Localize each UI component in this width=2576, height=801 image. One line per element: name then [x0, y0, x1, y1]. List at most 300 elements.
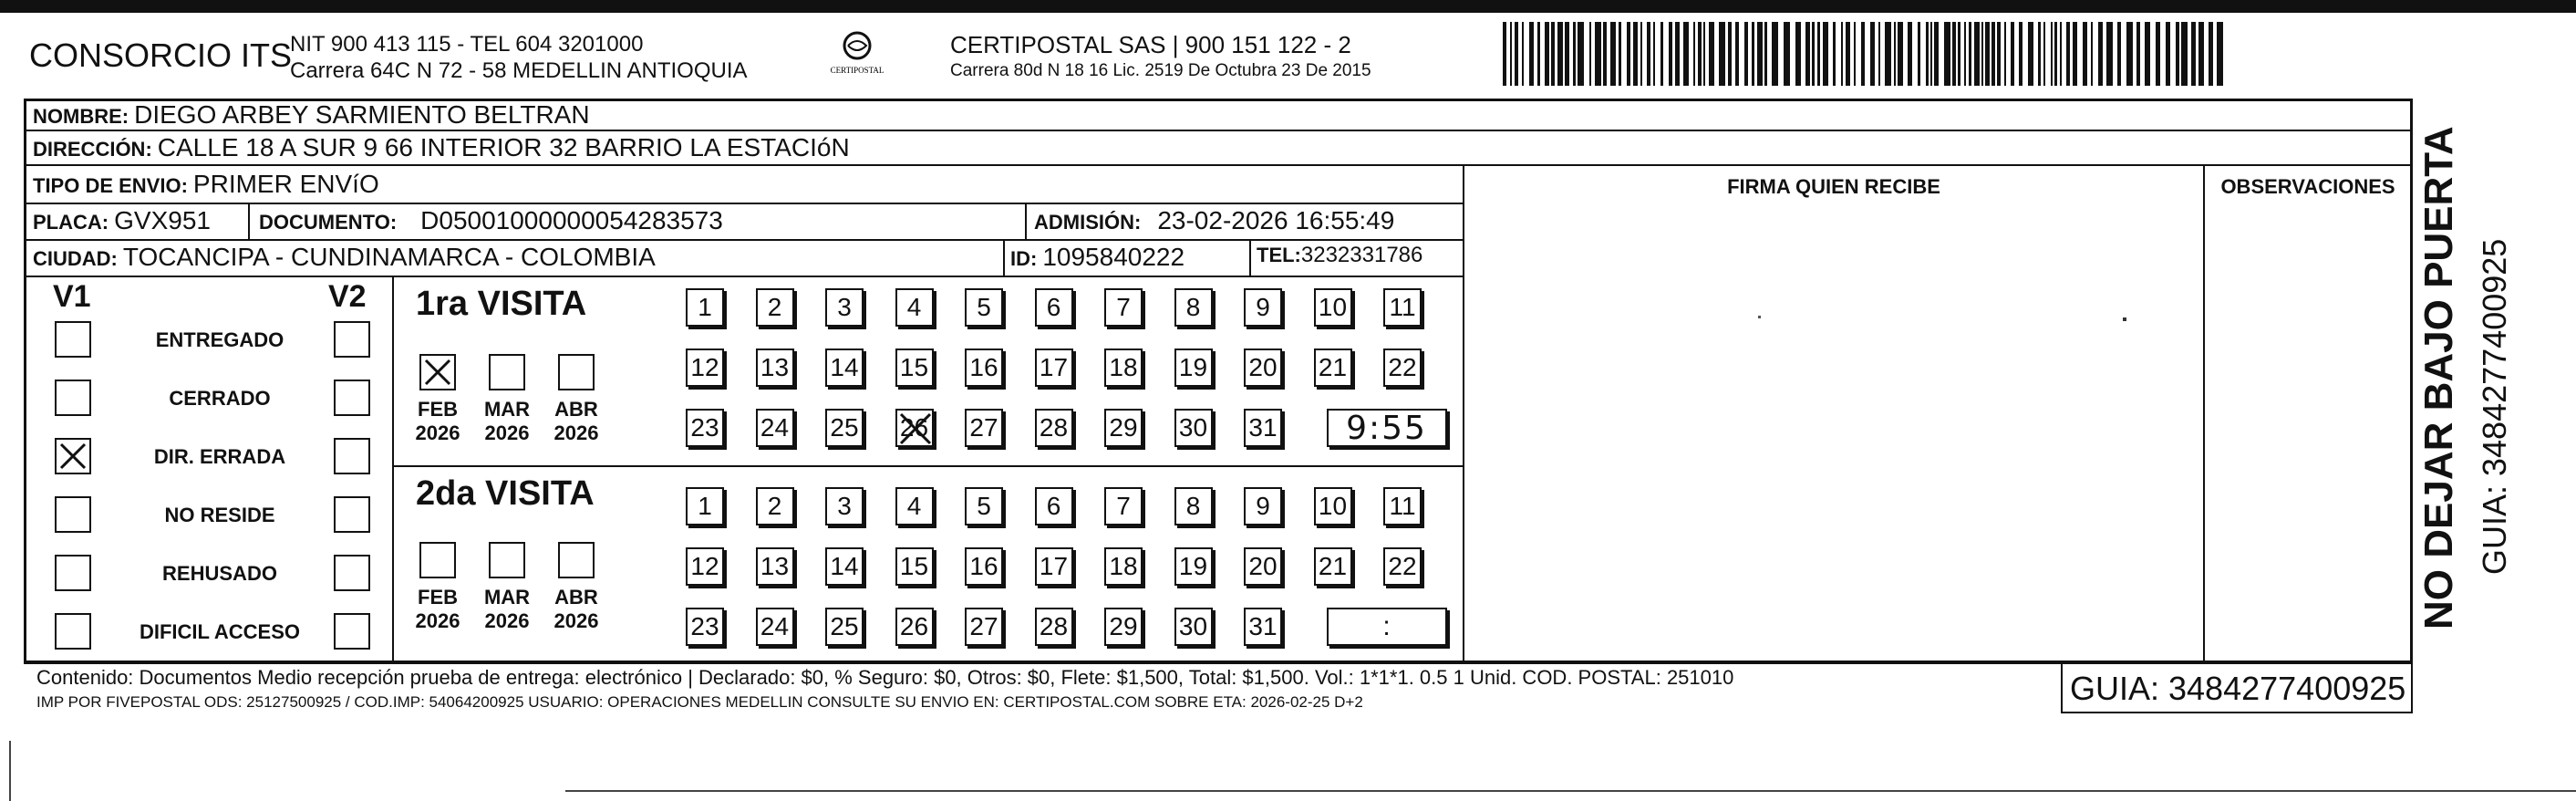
company-address: Carrera 64C N 72 - 58 MEDELLIN ANTIOQUIA — [290, 58, 748, 83]
firma-heading: FIRMA QUIEN RECIBE — [1727, 175, 1940, 198]
v2-checkbox[interactable] — [334, 380, 370, 416]
certipostal-address: Carrera 80d N 18 16 Lic. 2519 De Octubra 23 De 2015 — [950, 61, 1371, 80]
barcode-bar — [1703, 22, 1705, 86]
barcode-bar — [1515, 22, 1518, 86]
barcode-bar — [1764, 22, 1767, 86]
side-guia: GUIA: 3484277400925 — [2476, 238, 2513, 575]
barcode-bar — [1964, 22, 1966, 86]
barcode-bar — [1735, 22, 1739, 86]
v2-checkbox[interactable] — [334, 555, 370, 591]
day-number: 28 — [1039, 413, 1069, 442]
day-number: 7 — [1116, 492, 1131, 520]
ciudad-row — [33, 243, 656, 272]
status-label: DIR. ERRADA — [153, 445, 286, 468]
day-number: 1 — [698, 492, 712, 520]
nit-line: NIT 900 413 115 - TEL 604 3201000 — [290, 32, 644, 57]
barcode-bar — [1918, 22, 1920, 86]
rule — [24, 239, 1464, 241]
barcode-bar — [1833, 22, 1836, 86]
month-label — [410, 398, 465, 445]
tipo-label: TIPO DE ENVIO: — [33, 174, 188, 197]
day-box[interactable] — [1104, 547, 1143, 586]
day-number: 19 — [1178, 552, 1208, 580]
day-box[interactable] — [825, 547, 864, 586]
day-box[interactable] — [1244, 608, 1282, 646]
documento-label: DOCUMENTO: — [259, 211, 398, 234]
barcode-bar — [1854, 22, 1856, 86]
barcode-bar — [1772, 22, 1778, 86]
day-number: 28 — [1039, 612, 1069, 640]
day-box[interactable] — [686, 348, 724, 387]
certipostal-line: CERTIPOSTAL SAS | 900 151 122 - 2 — [950, 31, 1351, 58]
rule — [24, 130, 2413, 131]
barcode-bar — [1619, 22, 1621, 86]
day-number: 29 — [1109, 413, 1138, 442]
day-box[interactable] — [756, 409, 794, 447]
barcode-bar — [1510, 22, 1512, 86]
company-name: CONSORCIO ITS — [29, 36, 293, 74]
day-box[interactable] — [1174, 288, 1213, 327]
id-label: ID: — [1010, 247, 1038, 270]
month-year: 2026 — [415, 609, 460, 632]
barcode-bar — [1610, 22, 1616, 86]
day-number: 27 — [969, 612, 998, 640]
barcode-bar — [1908, 22, 1912, 86]
day-number: 8 — [1185, 492, 1201, 520]
barcode-bar — [2066, 22, 2070, 86]
barcode-bar — [1640, 22, 1642, 86]
day-box[interactable] — [965, 487, 1003, 525]
barcode-bar — [1985, 22, 1990, 86]
rule — [392, 276, 394, 662]
barcode-bar — [1675, 22, 1680, 86]
day-box[interactable] — [825, 288, 864, 327]
company-info — [290, 31, 748, 84]
footer-content-line: Contenido: Documentos Medio recepción prueba de entrega: electrónico | Declarado: $0, % Seguro: $0, Otros: $0, Flete: $1,500, Total: $1,500. Vol.: 1*1*1. 0.5 1 Unid. COD. POSTAL: 251010 — [36, 666, 1734, 689]
day-number: 23 — [690, 413, 719, 442]
barcode-bar — [1529, 22, 1534, 86]
direccion-value: CALLE 18 A SUR 9 66 INTERIOR 32 BARRIO LA ESTACIóN — [157, 133, 850, 161]
placa-row — [33, 206, 211, 235]
barcode-bar — [2156, 22, 2160, 86]
day-number: 26 — [899, 413, 929, 442]
barcode-bar — [1823, 22, 1828, 86]
day-number: 3 — [837, 293, 852, 321]
barcode-bar — [1894, 22, 1896, 86]
visit1-title: 1ra VISITA — [416, 285, 587, 323]
barcode-bar — [1878, 22, 1880, 86]
day-box[interactable] — [756, 608, 794, 646]
day-box[interactable] — [1314, 547, 1352, 586]
v1-checkbox[interactable] — [55, 496, 91, 533]
barcode-bar — [2126, 22, 2133, 86]
day-number: 11 — [1389, 492, 1416, 520]
month-year: 2026 — [484, 421, 530, 444]
rule — [1003, 239, 1005, 277]
day-number: 23 — [690, 612, 719, 640]
day-box[interactable] — [686, 409, 724, 447]
barcode-bar — [2011, 22, 2014, 86]
barcode-bar — [2176, 22, 2179, 86]
direccion-row — [33, 133, 850, 162]
day-number: 24 — [760, 612, 790, 640]
time-value: : — [1382, 611, 1391, 641]
barcode-bar — [2191, 22, 2196, 86]
day-box[interactable] — [1174, 409, 1213, 447]
v1-heading: V1 — [53, 279, 91, 314]
day-number: 30 — [1178, 612, 1208, 640]
month-name: MAR — [483, 398, 531, 421]
day-box[interactable] — [1035, 288, 1073, 327]
day-number: 12 — [690, 353, 719, 381]
month-name: ABR — [554, 398, 598, 421]
barcode-bar — [1944, 22, 1950, 86]
day-number: 11 — [1389, 293, 1416, 321]
id-row — [1010, 243, 1185, 272]
day-box[interactable] — [1314, 288, 1352, 327]
barcode-bar — [1653, 22, 1655, 86]
day-box[interactable] — [686, 608, 724, 646]
observaciones-heading: OBSERVACIONES — [2220, 175, 2395, 198]
day-box[interactable] — [825, 487, 864, 525]
ciudad-value: TOCANCIPA - CUNDINAMARCA - COLOMBIA — [122, 243, 656, 271]
top-border — [0, 0, 2576, 13]
month-checkbox[interactable] — [558, 542, 595, 578]
tel-row — [1257, 243, 1422, 268]
barcode — [1503, 22, 2229, 86]
admision-row — [1034, 206, 1394, 235]
month-label — [410, 586, 465, 633]
admision-label: ADMISIÓN: — [1034, 211, 1142, 234]
v1-checkbox[interactable] — [55, 321, 91, 358]
day-box[interactable] — [965, 288, 1003, 327]
day-box[interactable] — [895, 608, 934, 646]
id-value: 1095840222 — [1042, 243, 1185, 271]
barcode-bar — [1719, 22, 1725, 86]
day-box[interactable] — [1035, 409, 1073, 447]
barcode-bar — [1633, 22, 1638, 86]
day-number: 21 — [1318, 552, 1348, 580]
day-number: 19 — [1178, 353, 1208, 381]
day-box[interactable] — [1244, 348, 1282, 387]
day-box[interactable] — [756, 487, 794, 525]
certipostal-logo-icon — [830, 27, 885, 82]
barcode-bar — [1930, 22, 1932, 86]
barcode-bar — [1537, 22, 1540, 86]
day-box[interactable] — [1244, 547, 1282, 586]
time-field[interactable] — [1327, 608, 1447, 646]
month-name: MAR — [483, 586, 531, 609]
month-name: FEB — [418, 398, 458, 421]
barcode-bar — [1647, 22, 1650, 86]
rule — [1463, 164, 1464, 662]
day-box[interactable] — [1383, 288, 1422, 327]
barcode-bar — [1589, 22, 1591, 86]
day-number: 25 — [830, 413, 859, 442]
documento-value: D05001000000054283573 — [420, 206, 723, 234]
day-box[interactable] — [1174, 608, 1213, 646]
day-box[interactable] — [1383, 547, 1422, 586]
tel-label: TEL: — [1257, 244, 1301, 266]
month-checkbox[interactable] — [419, 354, 456, 390]
day-number: 9 — [1256, 492, 1270, 520]
barcode-bar — [1545, 22, 1549, 86]
day-box[interactable] — [1035, 608, 1073, 646]
rule — [1249, 239, 1251, 277]
time-field[interactable] — [1327, 409, 1447, 447]
month-checkbox[interactable] — [419, 542, 456, 578]
barcode-bar — [1991, 22, 1995, 86]
day-number: 8 — [1185, 293, 1201, 321]
barcode-bar — [1981, 22, 1983, 86]
nombre-label: NOMBRE: — [33, 105, 129, 128]
barcode-bar — [1805, 22, 1810, 86]
month-year: 2026 — [553, 609, 599, 632]
v2-checkbox[interactable] — [334, 321, 370, 358]
v2-checkbox[interactable] — [334, 613, 370, 650]
barcode-bar — [2004, 22, 2006, 86]
day-number: 2 — [767, 293, 782, 321]
day-number: 17 — [1039, 353, 1069, 381]
status-label: ENTREGADO — [155, 328, 284, 351]
placa-label: PLACA: — [33, 211, 109, 234]
day-box[interactable] — [1383, 348, 1422, 387]
rule — [392, 465, 1464, 467]
barcode-bar — [2198, 22, 2204, 86]
day-box[interactable] — [965, 547, 1003, 586]
day-number: 24 — [760, 413, 790, 442]
time-value: 9:55 — [1346, 409, 1427, 447]
tel-value: 3232331786 — [1300, 243, 1423, 267]
day-box[interactable] — [1035, 348, 1073, 387]
barcode-bar — [1683, 22, 1689, 86]
day-number: 16 — [969, 353, 998, 381]
day-number: 20 — [1248, 353, 1278, 381]
day-box[interactable] — [1104, 608, 1143, 646]
barcode-bar — [1578, 22, 1584, 86]
day-box[interactable] — [1035, 487, 1073, 525]
barcode-bar — [1557, 22, 1563, 86]
day-box[interactable] — [686, 547, 724, 586]
barcode-bar — [2136, 22, 2140, 86]
month-name: FEB — [418, 586, 458, 609]
month-year: 2026 — [553, 421, 599, 444]
day-box[interactable] — [1244, 288, 1282, 327]
day-box[interactable] — [825, 608, 864, 646]
rule — [24, 661, 2413, 662]
barcode-bar — [1573, 22, 1576, 86]
barcode-bar — [1926, 22, 1929, 86]
rule — [2411, 661, 2413, 712]
side-notice: NO DEJAR BAJO PUERTA — [2416, 126, 2461, 629]
day-number: 31 — [1248, 612, 1278, 640]
tipo-row — [33, 170, 379, 199]
day-box[interactable] — [756, 288, 794, 327]
day-number: 9 — [1256, 293, 1270, 321]
month-checkbox[interactable] — [489, 354, 525, 390]
day-box[interactable] — [686, 288, 724, 327]
x-mark-icon — [421, 356, 454, 389]
day-number: 14 — [830, 552, 859, 580]
day-box[interactable] — [1104, 487, 1143, 525]
day-box[interactable] — [1314, 348, 1352, 387]
barcode-bar — [1841, 22, 1843, 86]
day-number: 22 — [1388, 552, 1417, 580]
month-label — [549, 398, 604, 445]
page-edge — [9, 741, 11, 801]
day-number: 13 — [760, 552, 790, 580]
pen-dot — [1758, 316, 1761, 318]
barcode-bar — [1522, 22, 1524, 86]
v2-checkbox[interactable] — [334, 496, 370, 533]
day-number: 15 — [899, 552, 929, 580]
month-label — [549, 586, 604, 633]
day-box[interactable] — [1174, 487, 1213, 525]
day-number: 10 — [1318, 293, 1348, 321]
day-number: 14 — [830, 353, 859, 381]
month-checkbox[interactable] — [489, 542, 525, 578]
day-box[interactable] — [1314, 487, 1352, 525]
month-year: 2026 — [484, 609, 530, 632]
day-box[interactable] — [1104, 288, 1143, 327]
barcode-bar — [1752, 22, 1754, 86]
day-box[interactable] — [895, 348, 934, 387]
barcode-bar — [1795, 22, 1801, 86]
placa-value: GVX951 — [114, 206, 211, 234]
ciudad-label: CIUDAD: — [33, 247, 118, 270]
barcode-bar — [1669, 22, 1672, 86]
day-number: 12 — [690, 552, 719, 580]
rule — [24, 164, 2413, 166]
day-number: 15 — [899, 353, 929, 381]
barcode-bar — [1952, 22, 1956, 86]
day-box[interactable] — [1104, 409, 1143, 447]
barcode-bar — [1728, 22, 1732, 86]
day-number: 20 — [1248, 552, 1278, 580]
day-box[interactable] — [1383, 487, 1422, 525]
x-mark-icon — [57, 440, 89, 473]
v2-checkbox[interactable] — [334, 438, 370, 474]
month-label — [480, 398, 534, 445]
day-number: 17 — [1039, 552, 1069, 580]
barcode-bar — [1693, 22, 1695, 86]
barcode-bar — [1757, 22, 1763, 86]
day-number: 3 — [837, 492, 852, 520]
barcode-bar — [1698, 22, 1702, 86]
barcode-bar — [2098, 22, 2103, 86]
day-number: 25 — [830, 612, 859, 640]
month-name: ABR — [554, 586, 598, 609]
barcode-bar — [2051, 22, 2053, 86]
barcode-bar — [2043, 22, 2045, 86]
barcode-bar — [1885, 22, 1891, 86]
footer-print-line: IMP POR FIVEPOSTAL ODS: 25127500925 / COD.IMP: 54064200925 USUARIO: OPERACIONES MEDELLIN CONSULTE SU ENVIO EN: CERTIPOSTAL.COM SOBRE ETA: 2026-02-25 D+2 — [36, 693, 1363, 711]
v1-checkbox[interactable] — [55, 555, 91, 591]
v1-checkbox[interactable] — [55, 613, 91, 650]
day-number: 16 — [969, 552, 998, 580]
rule — [2061, 712, 2413, 713]
day-box[interactable] — [825, 409, 864, 447]
barcode-bar — [2083, 22, 2087, 86]
barcode-bar — [1812, 22, 1815, 86]
status-label: CERRADO — [169, 387, 271, 410]
day-box[interactable] — [825, 348, 864, 387]
barcode-bar — [1974, 22, 1980, 86]
v1-checkbox[interactable] — [55, 438, 91, 474]
barcode-bar — [1969, 22, 1971, 86]
day-box[interactable] — [895, 288, 934, 327]
v1-checkbox[interactable] — [55, 380, 91, 416]
day-box[interactable] — [965, 608, 1003, 646]
day-number: 5 — [977, 492, 991, 520]
barcode-bar — [1709, 22, 1714, 86]
barcode-bar — [2060, 22, 2062, 86]
month-checkbox[interactable] — [558, 354, 595, 390]
day-box[interactable] — [965, 348, 1003, 387]
status-label: REHUSADO — [162, 562, 277, 585]
day-number: 4 — [906, 293, 922, 321]
day-number: 5 — [977, 293, 991, 321]
day-box[interactable] — [686, 487, 724, 525]
x-mark-icon — [897, 411, 934, 447]
barcode-bar — [2054, 22, 2057, 86]
nombre-value: DIEGO ARBEY SARMIENTO BELTRAN — [134, 100, 590, 129]
status-label: DIFICIL ACCESO — [139, 620, 300, 643]
footer-guia: GUIA: 3484277400925 — [2070, 670, 2406, 707]
barcode-bar — [2038, 22, 2041, 86]
barcode-bar — [1565, 22, 1569, 86]
day-box[interactable] — [895, 547, 934, 586]
day-box[interactable] — [1174, 547, 1213, 586]
barcode-bar — [2181, 22, 2188, 86]
barcode-bar — [1660, 22, 1663, 86]
documento-row — [259, 206, 723, 235]
day-number: 13 — [760, 353, 790, 381]
day-number: 22 — [1388, 353, 1417, 381]
barcode-bar — [1627, 22, 1630, 86]
day-box[interactable] — [895, 487, 934, 525]
day-number: 7 — [1116, 293, 1131, 321]
barcode-bar — [2217, 22, 2223, 86]
barcode-bar — [1784, 22, 1790, 86]
day-box[interactable] — [1244, 487, 1282, 525]
day-box[interactable] — [895, 409, 934, 447]
day-box[interactable] — [965, 409, 1003, 447]
day-number: 2 — [767, 492, 782, 520]
day-box[interactable] — [1035, 547, 1073, 586]
barcode-bar — [1817, 22, 1820, 86]
day-number: 6 — [1046, 293, 1061, 321]
day-box[interactable] — [756, 547, 794, 586]
barcode-bar — [2028, 22, 2033, 86]
day-number: 1 — [698, 293, 712, 321]
day-box[interactable] — [1244, 409, 1282, 447]
admision-value: 23-02-2026 16:55:49 — [1157, 206, 1395, 234]
day-box[interactable] — [1104, 348, 1143, 387]
day-number: 21 — [1318, 353, 1348, 381]
barcode-bar — [1744, 22, 1748, 86]
day-box[interactable] — [1174, 348, 1213, 387]
barcode-bar — [1958, 22, 1960, 86]
day-number: 29 — [1109, 612, 1138, 640]
day-number: 10 — [1318, 492, 1348, 520]
status-label: NO RESIDE — [164, 504, 275, 526]
rule — [24, 276, 1464, 277]
day-box[interactable] — [756, 348, 794, 387]
tipo-value: PRIMER ENVíO — [192, 170, 379, 198]
barcode-bar — [2019, 22, 2023, 86]
rule — [2203, 164, 2205, 662]
